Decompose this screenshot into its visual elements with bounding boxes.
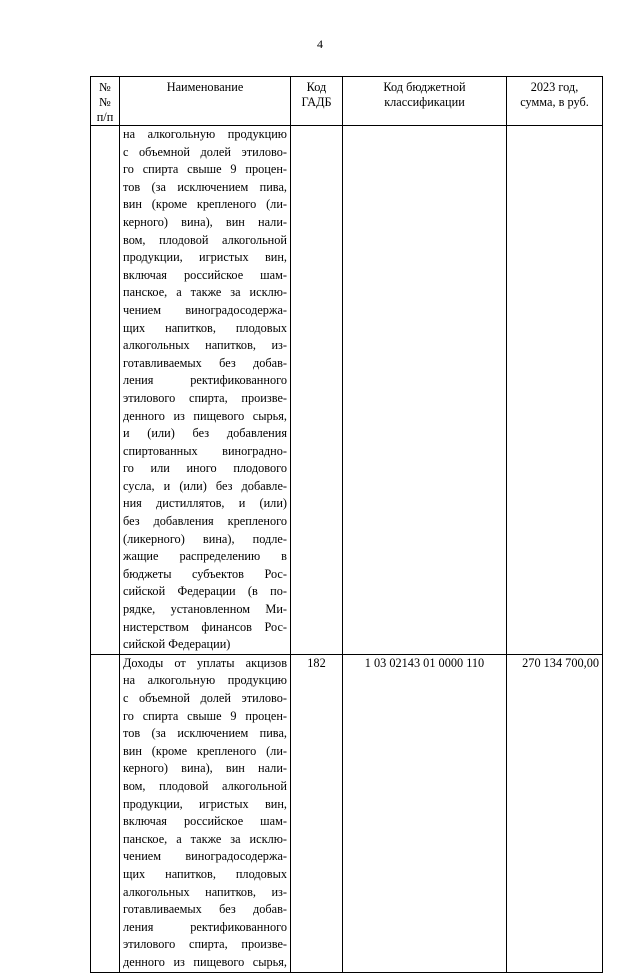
name-text-line: нистерством финансов Рос-	[123, 619, 287, 634]
name-text-line: Доходы от уплаты акцизов	[123, 655, 287, 670]
name-text-line: панское, а также за исклю-	[123, 285, 287, 300]
name-text-line: жащие распределению в	[123, 549, 287, 564]
name-text-line: вом, плодовой алкогольной	[123, 232, 287, 247]
header-name: Наименование	[120, 77, 291, 126]
name-text-line: готавливаемых без добав-	[123, 355, 287, 370]
name-text-line: го спирта свыше 9 процен-	[123, 162, 287, 177]
name-text-line: вом, плодовой алкогольной	[123, 778, 287, 793]
row-budget-classification-code-cell: 1 03 02143 01 0000 110	[343, 654, 507, 972]
name-text-line: без добавления крепленого	[123, 514, 287, 529]
row-name-cell	[120, 126, 291, 655]
name-text-line: керного) вина), вин нали-	[123, 761, 287, 776]
name-text-line: денного из пищевого сырья,	[123, 954, 287, 969]
name-text-line: включая российское шам-	[123, 814, 287, 829]
name-text-line: щих напитков, плодовых	[123, 866, 287, 881]
table-row	[91, 654, 603, 972]
name-text-line: (ликерного) вина), подле-	[123, 531, 287, 546]
row-number-cell	[91, 126, 120, 655]
name-text-line: тов (за исключением пива,	[123, 179, 287, 194]
header-gadb-code: Код ГАДБ	[291, 77, 343, 126]
name-text-line: рядке, установленном Ми-	[123, 602, 287, 617]
name-text-line: продукции, игристых вин,	[123, 250, 287, 265]
row-budget-classification-code-cell	[343, 126, 507, 655]
header-budget-classification-code: Код бюджетной классификации	[343, 77, 507, 126]
name-text-line: денного из пищевого сырья,	[123, 408, 287, 423]
name-text-line: и (или) без добавления	[123, 426, 287, 441]
row-number-cell	[91, 654, 120, 972]
name-text-line: вин (кроме крепленого (ли-	[123, 743, 287, 758]
name-text-line: спиртованных виноградно-	[123, 443, 287, 458]
name-text-line: на алкогольную продукцию	[123, 673, 287, 688]
name-text-line: тов (за исключением пива,	[123, 726, 287, 741]
name-text-line: сийской Федерации)	[123, 637, 231, 652]
name-text-line: чением виноградосодержа-	[123, 302, 287, 317]
header-number: №№ п/п	[91, 77, 120, 126]
row-gadb-code-cell	[291, 126, 343, 655]
name-text-line: включая российское шам-	[123, 267, 287, 282]
name-text-line: алкогольных напитков, из-	[123, 884, 287, 899]
name-text-line: продукции, игристых вин,	[123, 796, 287, 811]
table-row	[91, 126, 603, 655]
name-text-line: ния дистиллятов, и (или)	[123, 496, 287, 511]
name-text-line: вин (кроме крепленого (ли-	[123, 197, 287, 212]
name-text-line: панское, а также за исклю-	[123, 831, 287, 846]
name-text-line: с объемной долей этилово-	[123, 144, 287, 159]
name-text-line: ления ректификованного	[123, 919, 287, 934]
name-text-line: этилового спирта, произве-	[123, 937, 287, 952]
name-text-line: ления ректификованного	[123, 373, 287, 388]
name-text-line: керного) вина), вин нали-	[123, 214, 287, 229]
name-text-line: сийской Федерации (в по-	[123, 584, 287, 599]
name-text-line: готавливаемых без добав-	[123, 902, 287, 917]
name-text-line: этилового спирта, произве-	[123, 390, 287, 405]
row-sum-cell	[507, 126, 603, 655]
name-text-line: с объемной долей этилово-	[123, 691, 287, 705]
name-text-line: бюджеты субъектов Рос-	[123, 566, 287, 581]
name-text-line: на алкогольную продукцию	[123, 127, 287, 141]
name-text-line: го или иного плодового	[123, 461, 287, 476]
name-text-line: го спирта свыше 9 процен-	[123, 708, 287, 723]
page-number: 4	[317, 37, 323, 51]
budget-table	[90, 76, 603, 973]
name-text-line: алкогольных напитков, из-	[123, 338, 287, 353]
table-header-row	[91, 77, 603, 126]
row-sum-cell: 270 134 700,00	[507, 654, 603, 972]
row-gadb-code-cell: 182	[291, 654, 343, 972]
name-text-line: чением виноградосодержа-	[123, 849, 287, 864]
row-name-cell	[120, 654, 291, 972]
name-text-line: щих напитков, плодовых	[123, 320, 287, 335]
name-text-line: сусла, и (или) без добавле-	[123, 478, 287, 493]
header-sum-2023: 2023 год, сумма, в руб.	[507, 77, 603, 126]
